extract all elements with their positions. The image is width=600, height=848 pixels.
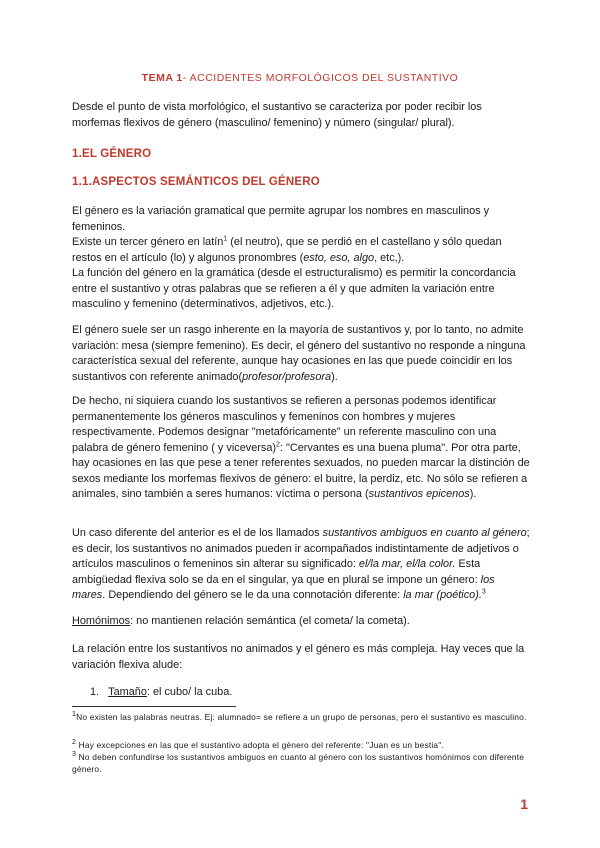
list-term: Tamaño bbox=[108, 686, 147, 698]
footnote-ref-3[interactable]: 3 bbox=[481, 588, 486, 596]
homonimos-term: Homónimos bbox=[72, 615, 131, 627]
paragraph-definicion: El género es la variación gramatical que permite agrupar los nombres en masculinos y femeninos. Existe un tercer género en latín$^1$ (el neutro), que se perdió en el castellano y sólo quedan restos en el artículo (lo) y algunos pronombres (esto, eso, algo, etc,). La función del género en la gramática (desde el estructuralismo) es permitir la concordancia entre el sustantivo y otras palabras que se refieren a él y que admiten la variación entre masculino y femenino (determinativos, adjetivos, etc.). bbox=[72, 205, 516, 310]
list-number: 1. bbox=[90, 686, 100, 698]
footnote-2: $^2$ Hay excepciones en las que el sustantivo adopta el género del referente: "Juan es un bestia". bbox=[72, 739, 444, 750]
paragraph-homonimos: Homónimos: no mantienen relación semántica (el cometa/ la cometa). bbox=[72, 615, 410, 627]
footnote-1: $^1$No existen las palabras neutras. Ej: alumnado= se refiere a un grupo de personas, pero el sustantivo es masculino. bbox=[72, 711, 527, 722]
paragraph-rasgo-inherente: El género suele ser un rasgo inherente en la mayoría de sustantivos y, por lo tanto, no admite variación: mesa (siempre femenino). Es decir, el género del sustantivo no responde a ninguna característica sexual del referente, aunque hay ocasiones en las que puede coincidir en los sustantivos con referente animado(profesor/profesora). bbox=[72, 324, 526, 383]
title-number: TEMA 1 bbox=[141, 72, 183, 84]
footnote-divider bbox=[72, 706, 236, 707]
section-heading-genero: 1.EL GÉNERO bbox=[72, 148, 152, 160]
page-title bbox=[72, 72, 528, 84]
subsection-heading-semanticos: 1.1.ASPECTOS SEMÁNTICOS DEL GÉNERO bbox=[72, 176, 320, 188]
paragraph-de-hecho: De hecho, ni siquiera cuando los sustantivos se refieren a personas podemos identificar permanentemente los géneros masculinos y femeninos con hombres y mujeres respectivamente. Podemos designar "metafóricamente" un referente masculino con una palabra de género femenino ( y viceversa)$^2$: "Cervantes es una buena pluma". Por otra parte, hay ocasiones en las que pese a tener referentes sexuados, no pueden marcar la distinción de sexos mediante los morfemas flexivos de género: el buitre, la perdiz, etc. No sólo se refieren a animales, sino también a seres humanos: víctima o persona (sustantivos epicenos). bbox=[72, 395, 530, 500]
intro-paragraph: Desde el punto de vista morfológico, el sustantivo se caracteriza por poder recibir los morfemas flexivos de género (masculino/ femenino) y número (singular/ plural). bbox=[72, 101, 482, 129]
paragraph-ambiguos: Un caso diferente del anterior es el de los llamados sustantivos ambiguos en cuanto al género; es decir, los sustantivos no animados pueden ir acompañados indistintamente de adjetivos o artículos masculinos o femeninos sin alterar su significado: el/la mar, el/la color. Esta ambigüedad flexiva solo se da en el singular, ya que en plural se impone un género: los mares. Dependiendo del género se le da una connotación diferente: la mar (poético).$^3$ bbox=[72, 527, 530, 601]
page-number: 1 bbox=[520, 796, 528, 812]
footnote-ref-2[interactable]: 2 bbox=[276, 440, 280, 448]
title-text: - ACCIDENTES MORFOLÓGICOS DEL SUSTANTIVO bbox=[182, 72, 459, 84]
footnote-ref-1[interactable]: 1 bbox=[223, 235, 228, 243]
list-item: 1. Tamaño: el cubo/ la cuba. bbox=[90, 686, 233, 698]
paragraph-relacion: La relación entre los sustantivos no animados y el género es más compleja. Hay veces que la variación flexiva alude: bbox=[72, 643, 525, 671]
footnote-3: $^3$ No deben confundirse los sustantivos ambiguos en cuanto al género con los sustantivos homónimos con diferente género. bbox=[72, 751, 525, 774]
